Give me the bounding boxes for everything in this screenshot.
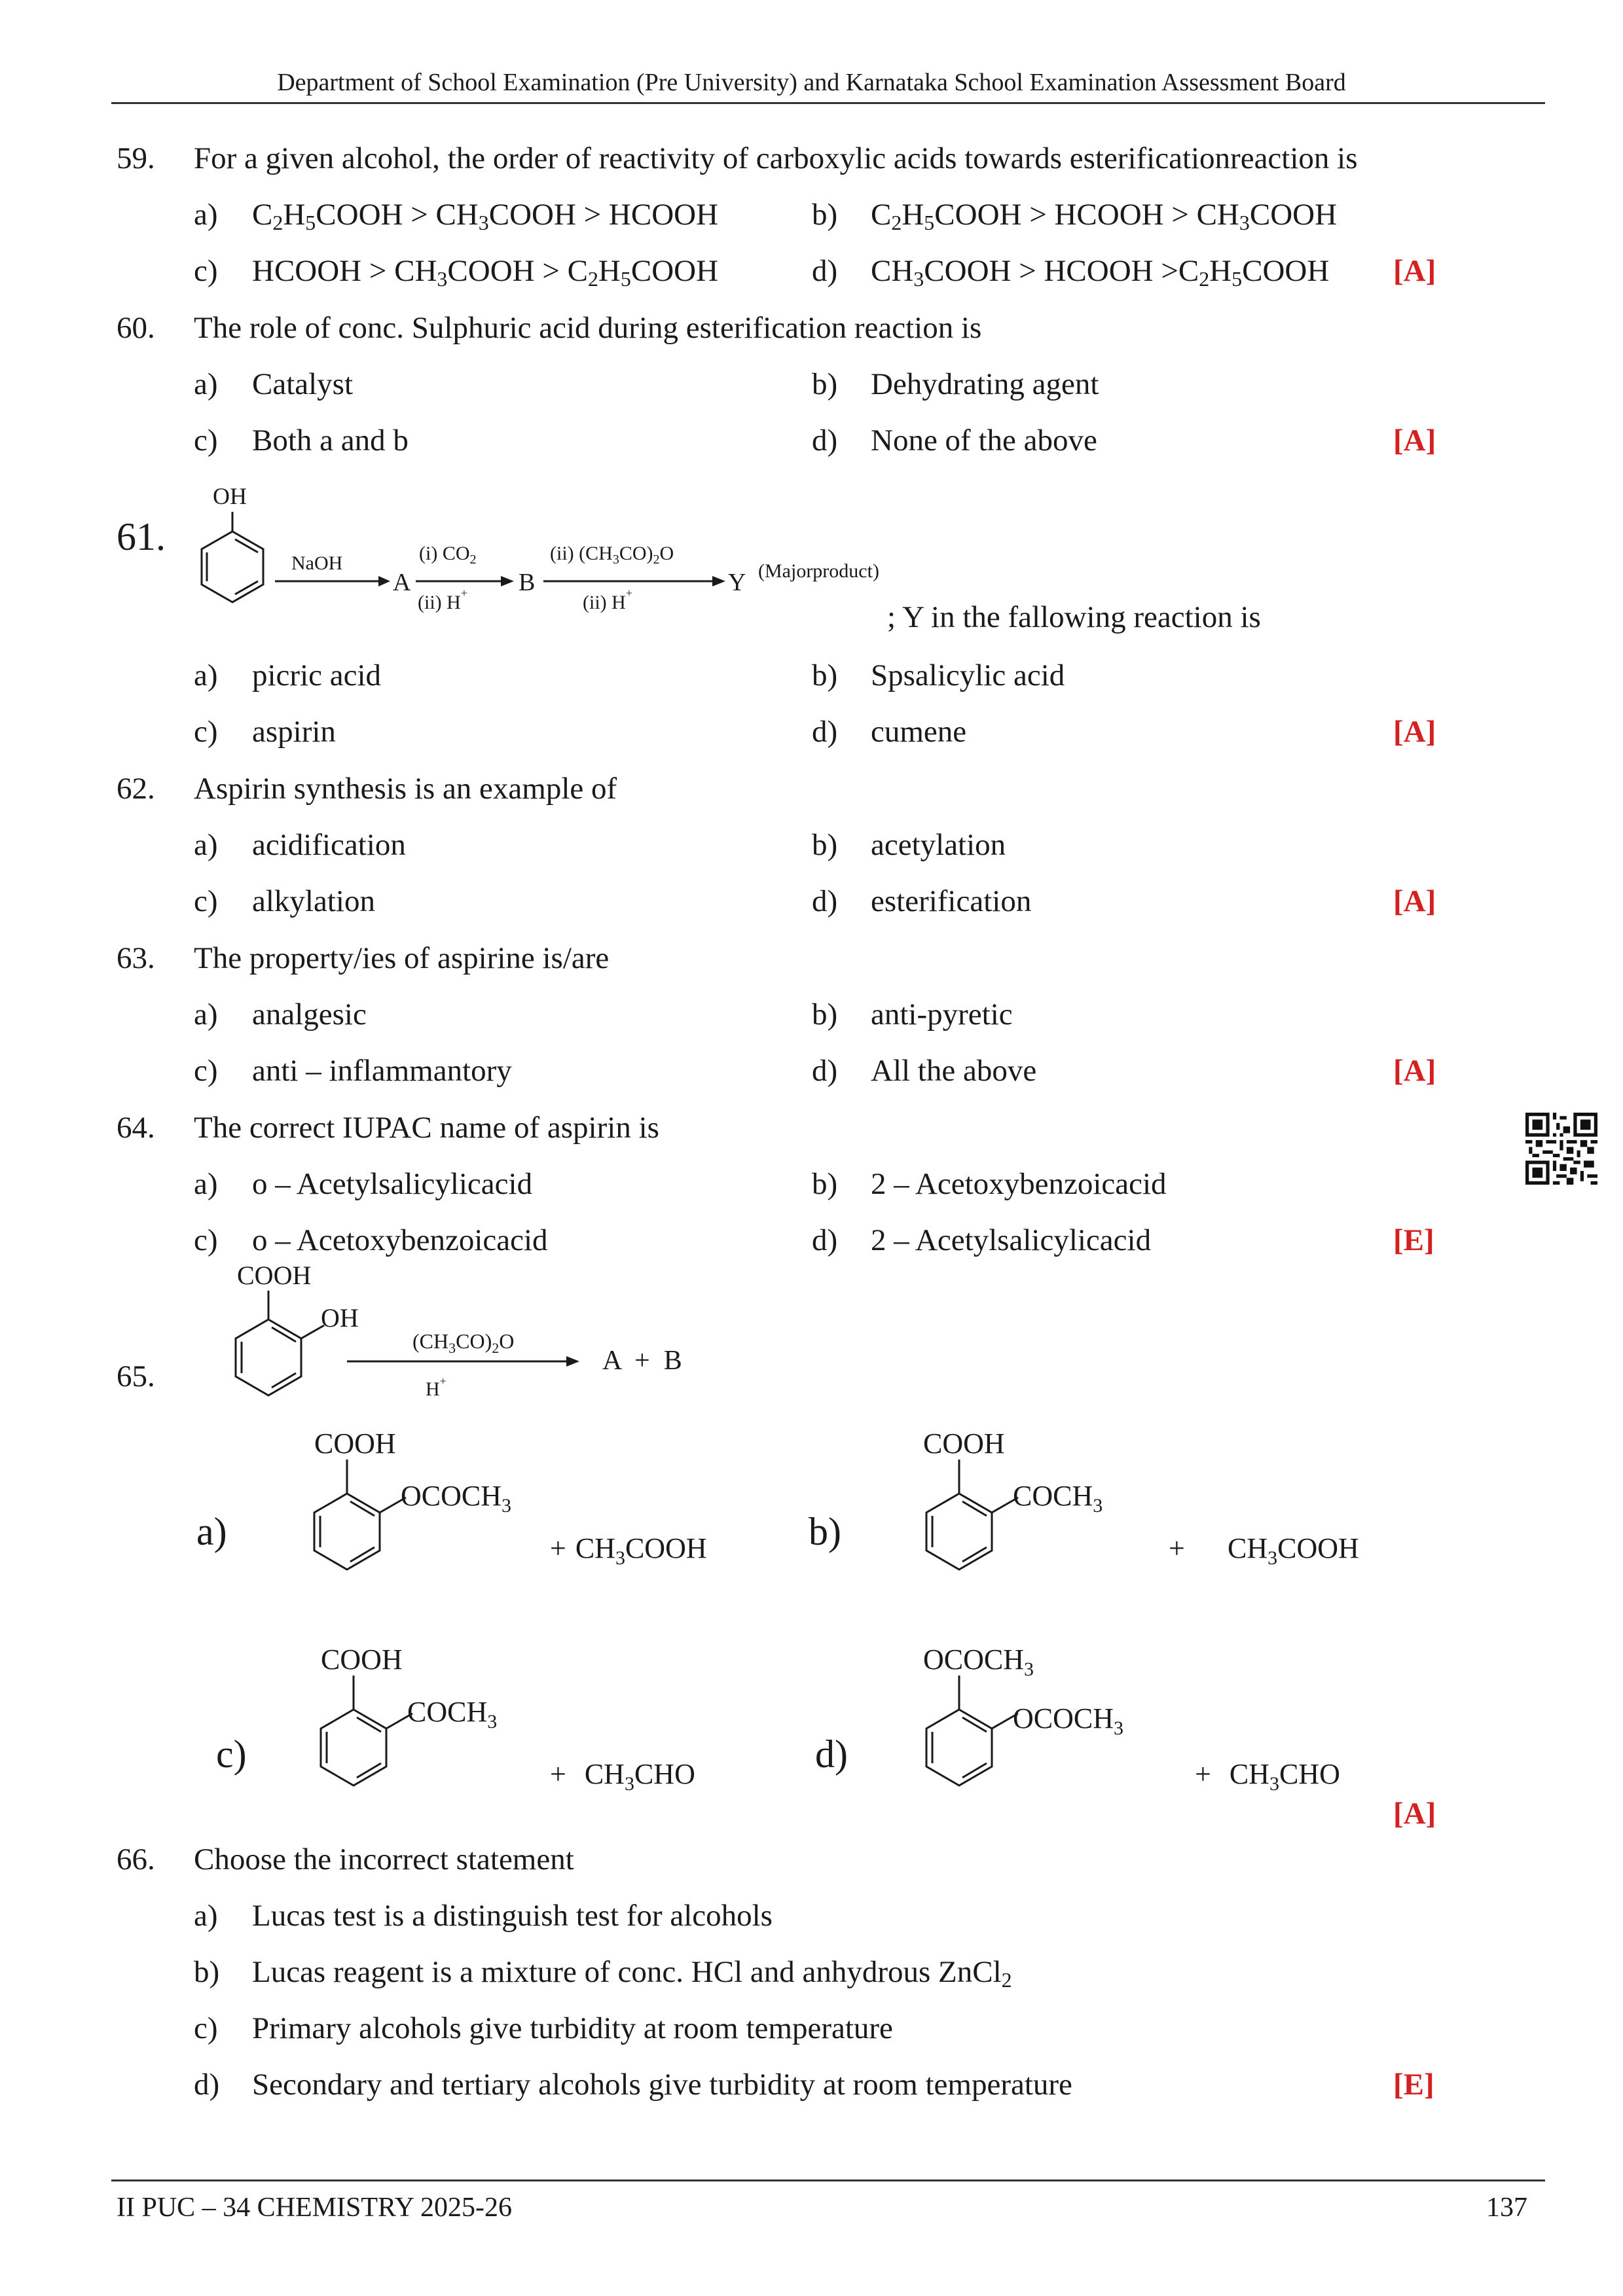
option-label: d) [812,423,838,457]
option-a-text: Catalyst [252,367,354,401]
option-label: c) [216,1732,247,1776]
ch3cho-label: + $CH_3CHO$ [550,1758,695,1795]
option-label: c) [194,715,218,749]
option-a-text: Lucas test is a distinguish test for alcohols [252,1899,773,1933]
option-c-text: Both a and b [252,423,409,457]
acid-label: (ii) H+ [418,586,467,613]
option-label: b) [809,1510,841,1553]
option-b-text: Dehydrating agent [871,367,1099,401]
option-label: c) [194,884,218,918]
ococh3-label: $OCOCH_3$ [1013,1702,1124,1739]
co2-label: (i) $CO_2$ [419,543,477,567]
cooh-label: COOH [923,1427,1005,1460]
answer-key: [A] [1393,423,1436,457]
intermediate-b: B [519,569,536,596]
option-a-text: $C_2H_5COOH$ > $CH_3COOH$ > HCOOH [252,198,719,234]
option-c-structure [190,1636,753,1833]
qr-code-icon [1525,1113,1597,1185]
footer-rule [111,2179,1545,2181]
product-y: Y [728,569,746,596]
option-a-text: acidification [252,828,406,862]
option-d-text: $CH_3COOH$ > HCOOH $>C_2H_5COOH$ [871,254,1330,291]
header-rule [111,102,1545,104]
answer-key: [E] [1393,1223,1434,1257]
benzene-ring-icon [236,1319,301,1395]
option-label: b) [812,997,838,1031]
option-label: a) [194,1899,218,1933]
question-text: For a given alcohol, the order of reactivity of carboxylic acids towards esterificationreaction is [194,141,1358,175]
ococh3-label: $OCOCH_3$ [401,1480,512,1516]
option-b-text: Lucas reagent is a mixture of conc. HCl and anhydrous ZnCl$_2$ [252,1955,1012,1992]
benzene-ring-icon [926,1494,992,1570]
plus-sign: + [1169,1532,1185,1564]
option-label: a) [194,1167,218,1201]
option-label: b) [194,1955,220,1989]
question-text: ; Y in the fallowing reaction is [887,600,1261,634]
option-label: c) [194,423,218,457]
ococh3-label: $OCOCH_3$ [923,1643,1034,1680]
products-label: A + B [602,1346,682,1376]
answer-key: [A] [1393,254,1436,288]
option-b-text: acetylation [871,828,1006,862]
option-label: a) [194,997,218,1031]
question-number: 65. [117,1359,155,1393]
option-c-text: HCOOH > $CH_3COOH$ > $C_2H_5COOH$ [252,254,719,291]
option-d-text: 2 – Acetylsalicylicacid [871,1223,1152,1257]
option-label: b) [812,828,838,862]
option-d-text: esterification [871,884,1032,918]
question-text: The role of conc. Sulphuric acid during esterification reaction is [194,311,982,345]
benzene-ring-icon [314,1494,380,1570]
option-d-text: cumene [871,715,967,749]
answer-key: [E] [1393,2068,1434,2102]
ch3cooh-label: + $CH_3COOH$ [550,1532,707,1569]
cooh-label: COOH [321,1643,403,1676]
option-b-text: Spsalicylic acid [871,658,1065,692]
reaction-arrow-icon [275,576,390,586]
anhydride-label: $(CH_3CO)_2O$ [412,1329,515,1356]
acid-label: (ii) H+ [583,586,632,613]
oh-label: OH [213,483,247,509]
option-label: c) [194,1054,218,1088]
option-label: b) [812,198,838,232]
option-label: d) [815,1732,848,1776]
answer-key: [A] [1393,715,1436,749]
option-label: b) [812,367,838,401]
option-label: d) [194,2068,220,2102]
question-text: The correct IUPAC name of aspirin is [194,1111,659,1145]
benzene-ring-icon [321,1710,386,1785]
answer-key: [A] [1393,1797,1436,1831]
option-a-text: picric acid [252,658,382,692]
coch3-label: $COCH_3$ [1013,1480,1103,1516]
option-d-structure [802,1636,1431,1833]
major-product-label: (Majorproduct) [758,560,879,582]
coch3-label: $COCH_3$ [407,1696,498,1732]
option-b-text: $C_2H_5COOH$ > HCOOH > $CH_3COOH$ [871,198,1338,234]
option-b-text: 2 – Acetoxybenzoicacid [871,1167,1167,1201]
option-a-text: analgesic [252,997,367,1031]
answer-key: [A] [1393,1054,1436,1088]
page-number: 137 [1486,2193,1527,2223]
option-label: c) [194,2011,218,2045]
naoh-label: NaOH [291,552,343,574]
option-label: a) [194,828,218,862]
question-number: 61. [117,515,166,558]
reaction-arrow-icon [347,1356,579,1367]
question-number: 60. [117,311,155,345]
benzene-ring-icon [202,531,263,602]
footer-course: II PUC – 34 CHEMISTRY 2025-26 [117,2193,512,2223]
reaction-arrow-icon [543,576,725,586]
ch3cho-label: + $CH_3CHO$ [1195,1758,1340,1795]
page-header: Department of School Examination (Pre University) and Karnataka School Examination Assessment Board [277,69,1346,96]
question-number: 64. [117,1111,155,1145]
option-label: d) [812,1054,838,1088]
anhydride-label: (ii) $(CH_3CO)_2O$ [550,543,674,567]
option-label: b) [812,658,838,692]
option-c-text: anti – inflammantory [252,1054,512,1088]
question-text: The property/ies of aspirine is/are [194,941,610,975]
option-label: a) [194,367,218,401]
acid-label: H+ [426,1374,447,1400]
oh-label: OH [321,1303,359,1333]
option-label: c) [194,254,218,288]
option-label: d) [812,254,838,288]
option-d-text: Secondary and tertiary alcohols give turbidity at room temperature [252,2068,1072,2102]
option-c-text: o – Acetoxybenzoicacid [252,1223,548,1257]
option-a-structure [190,1420,753,1617]
option-c-text: Primary alcohols give turbidity at room temperature [252,2011,893,2045]
option-label: b) [812,1167,838,1201]
cooh-label: COOH [237,1261,312,1290]
intermediate-a: A [393,569,411,596]
option-a-text: o – Acetylsalicylicacid [252,1167,533,1201]
option-b-text: anti-pyretic [871,997,1013,1031]
question-number: 63. [117,941,155,975]
benzene-ring-icon [926,1710,992,1785]
question-number: 59. [117,141,155,175]
option-label: d) [812,1223,838,1257]
option-label: a) [196,1510,227,1553]
option-label: c) [194,1223,218,1257]
question-text: Aspirin synthesis is an example of [194,772,617,806]
ch3cooh-label: $CH_3COOH$ [1228,1532,1359,1569]
option-b-structure [802,1420,1431,1617]
option-c-text: alkylation [252,884,375,918]
question-text: Choose the incorrect statement [194,1842,574,1876]
option-d-text: All the above [871,1054,1037,1088]
question-number: 66. [117,1842,155,1876]
question-number: 62. [117,772,155,806]
salicylic-acid-reaction [190,1257,766,1440]
reaction-scheme [170,471,923,628]
option-label: a) [194,658,218,692]
cooh-label: COOH [314,1427,396,1460]
option-label: a) [194,198,218,232]
option-label: d) [812,884,838,918]
option-label: d) [812,715,838,749]
answer-key: [A] [1393,884,1436,918]
option-d-text: None of the above [871,423,1097,457]
reaction-arrow-icon [416,576,514,586]
option-c-text: aspirin [252,715,336,749]
